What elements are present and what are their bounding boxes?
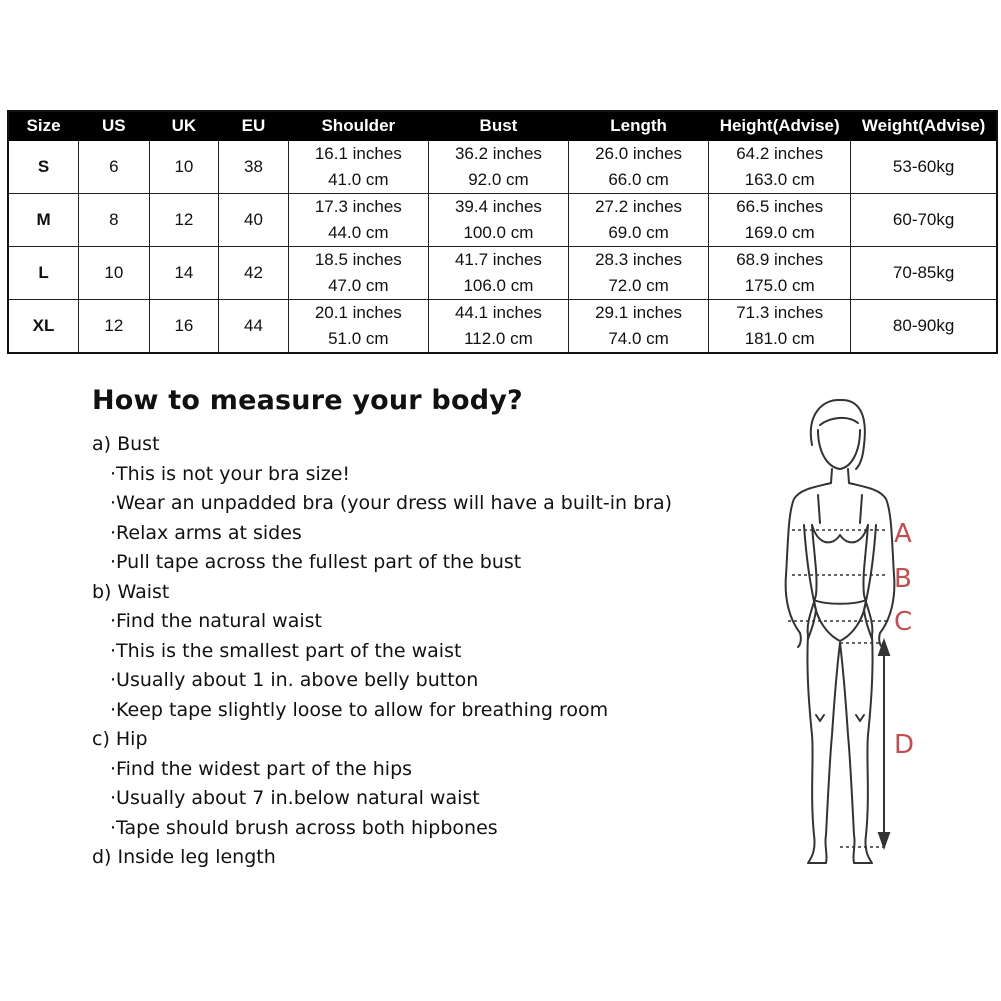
uk-cell: 16 bbox=[149, 300, 219, 354]
tip-item: ·Find the natural waist bbox=[110, 610, 322, 632]
uk-cell: 10 bbox=[149, 141, 219, 194]
length-inches-cell: 26.0 inches bbox=[569, 141, 709, 168]
section-heading-hip: c) Hip bbox=[92, 728, 148, 750]
shoulder-cm-cell: 51.0 cm bbox=[288, 326, 428, 353]
tip-item: ·Usually about 1 in. above belly button bbox=[110, 669, 479, 691]
bust-cm-cell: 100.0 cm bbox=[428, 220, 568, 247]
weight-cell: 60-70kg bbox=[851, 194, 997, 247]
length-inches-cell: 28.3 inches bbox=[569, 247, 709, 274]
height-cm-cell: 181.0 cm bbox=[709, 326, 851, 353]
length-cm-cell: 74.0 cm bbox=[569, 326, 709, 353]
size-chart-table bbox=[7, 110, 998, 354]
tip-item: ·Pull tape across the fullest part of the bust bbox=[110, 551, 522, 573]
length-cm-cell: 72.0 cm bbox=[569, 273, 709, 300]
height-inches-cell: 66.5 inches bbox=[709, 194, 851, 221]
weight-cell: 53-60kg bbox=[851, 141, 997, 194]
tip-item: ·Usually about 7 in.below natural waist bbox=[110, 787, 480, 809]
tip-item: ·Tape should brush across both hipbones bbox=[110, 816, 498, 839]
us-cell: 12 bbox=[79, 300, 150, 354]
briefs-outline bbox=[814, 600, 866, 641]
weight-cell: 80-90kg bbox=[851, 300, 997, 354]
bust-cm-cell: 106.0 cm bbox=[428, 273, 568, 300]
header-shoulder: Shoulder bbox=[288, 111, 428, 141]
table-row bbox=[8, 247, 997, 274]
shoulder-inches-cell: 20.1 inches bbox=[288, 300, 428, 327]
shoulder-inches-cell: 18.5 inches bbox=[288, 247, 428, 274]
left-leg-outline bbox=[807, 635, 840, 863]
header-uk: UK bbox=[149, 111, 219, 141]
inseam-arrow bbox=[879, 641, 889, 847]
hair-fringe bbox=[820, 418, 858, 425]
header-eu: EU bbox=[219, 111, 289, 141]
tip-item: ·This is not your bra size! bbox=[110, 462, 351, 485]
size-cell: M bbox=[8, 194, 79, 247]
section-heading-inside-leg: d) Inside leg length bbox=[92, 846, 276, 868]
knee-marks bbox=[816, 715, 864, 721]
bra-outline bbox=[812, 525, 868, 542]
header-height: Height(Advise) bbox=[709, 111, 851, 141]
tip-item: ·Relax arms at sides bbox=[110, 521, 302, 544]
bust-inches-cell: 44.1 inches bbox=[428, 300, 568, 327]
header-weight: Weight(Advise) bbox=[851, 111, 997, 141]
label-c: C bbox=[894, 607, 913, 637]
shoulder-inches-cell: 17.3 inches bbox=[288, 194, 428, 221]
table-row bbox=[8, 141, 997, 168]
bust-inches-cell: 36.2 inches bbox=[428, 141, 568, 168]
size-cell: S bbox=[8, 141, 79, 194]
length-inches-cell: 27.2 inches bbox=[569, 194, 709, 221]
bust-cm-cell: 112.0 cm bbox=[428, 326, 568, 353]
table-row bbox=[8, 194, 997, 221]
header-length: Length bbox=[569, 111, 709, 141]
size-cell: L bbox=[8, 247, 79, 300]
bust-inches-cell: 39.4 inches bbox=[428, 194, 568, 221]
tip-item: ·This is the smallest part of the waist bbox=[110, 639, 462, 662]
length-cm-cell: 66.0 cm bbox=[569, 167, 709, 194]
tip-item: ·Wear an unpadded bra (your dress will have a built-in bra) bbox=[110, 492, 673, 514]
uk-cell: 14 bbox=[149, 247, 219, 300]
eu-cell: 40 bbox=[219, 194, 289, 247]
bust-inches-cell: 41.7 inches bbox=[428, 247, 568, 274]
height-cm-cell: 169.0 cm bbox=[709, 220, 851, 247]
height-inches-cell: 68.9 inches bbox=[709, 247, 851, 274]
table-row bbox=[8, 300, 997, 327]
header-size: Size bbox=[8, 111, 79, 141]
header-bust: Bust bbox=[428, 111, 568, 141]
label-a: A bbox=[894, 519, 912, 549]
shoulder-cm-cell: 47.0 cm bbox=[288, 273, 428, 300]
right-leg-outline bbox=[840, 635, 873, 863]
height-cm-cell: 163.0 cm bbox=[709, 167, 851, 194]
tip-item: ·Find the widest part of the hips bbox=[110, 757, 413, 780]
height-inches-cell: 71.3 inches bbox=[709, 300, 851, 327]
weight-cell: 70-85kg bbox=[851, 247, 997, 300]
table-header-row bbox=[8, 111, 997, 141]
uk-cell: 12 bbox=[149, 194, 219, 247]
face-outline bbox=[818, 430, 860, 469]
bra-straps bbox=[818, 495, 862, 523]
bust-cm-cell: 92.0 cm bbox=[428, 167, 568, 194]
length-cm-cell: 69.0 cm bbox=[569, 220, 709, 247]
us-cell: 8 bbox=[79, 194, 150, 247]
eu-cell: 38 bbox=[219, 141, 289, 194]
tip-item: ·Keep tape slightly loose to allow for breathing room bbox=[110, 698, 609, 721]
size-cell: XL bbox=[8, 300, 79, 354]
us-cell: 6 bbox=[79, 141, 150, 194]
measurement-guide bbox=[92, 385, 672, 873]
body-measurement-figure bbox=[760, 395, 970, 880]
body-figure-illustration bbox=[760, 395, 970, 880]
us-cell: 10 bbox=[79, 247, 150, 300]
neck-outline bbox=[831, 469, 849, 483]
eu-cell: 44 bbox=[219, 300, 289, 354]
section-heading-waist: b) Waist bbox=[92, 580, 170, 603]
section-heading-bust: a) Bust bbox=[92, 433, 160, 455]
shoulder-cm-cell: 44.0 cm bbox=[288, 220, 428, 247]
height-cm-cell: 175.0 cm bbox=[709, 273, 851, 300]
header-us: US bbox=[79, 111, 150, 141]
height-inches-cell: 64.2 inches bbox=[709, 141, 851, 168]
eu-cell: 42 bbox=[219, 247, 289, 300]
length-inches-cell: 29.1 inches bbox=[569, 300, 709, 327]
guide-title: How to measure your body? bbox=[92, 385, 523, 416]
label-b: B bbox=[894, 564, 912, 594]
shoulder-inches-cell: 16.1 inches bbox=[288, 141, 428, 168]
label-d: D bbox=[894, 730, 915, 760]
shoulder-cm-cell: 41.0 cm bbox=[288, 167, 428, 194]
